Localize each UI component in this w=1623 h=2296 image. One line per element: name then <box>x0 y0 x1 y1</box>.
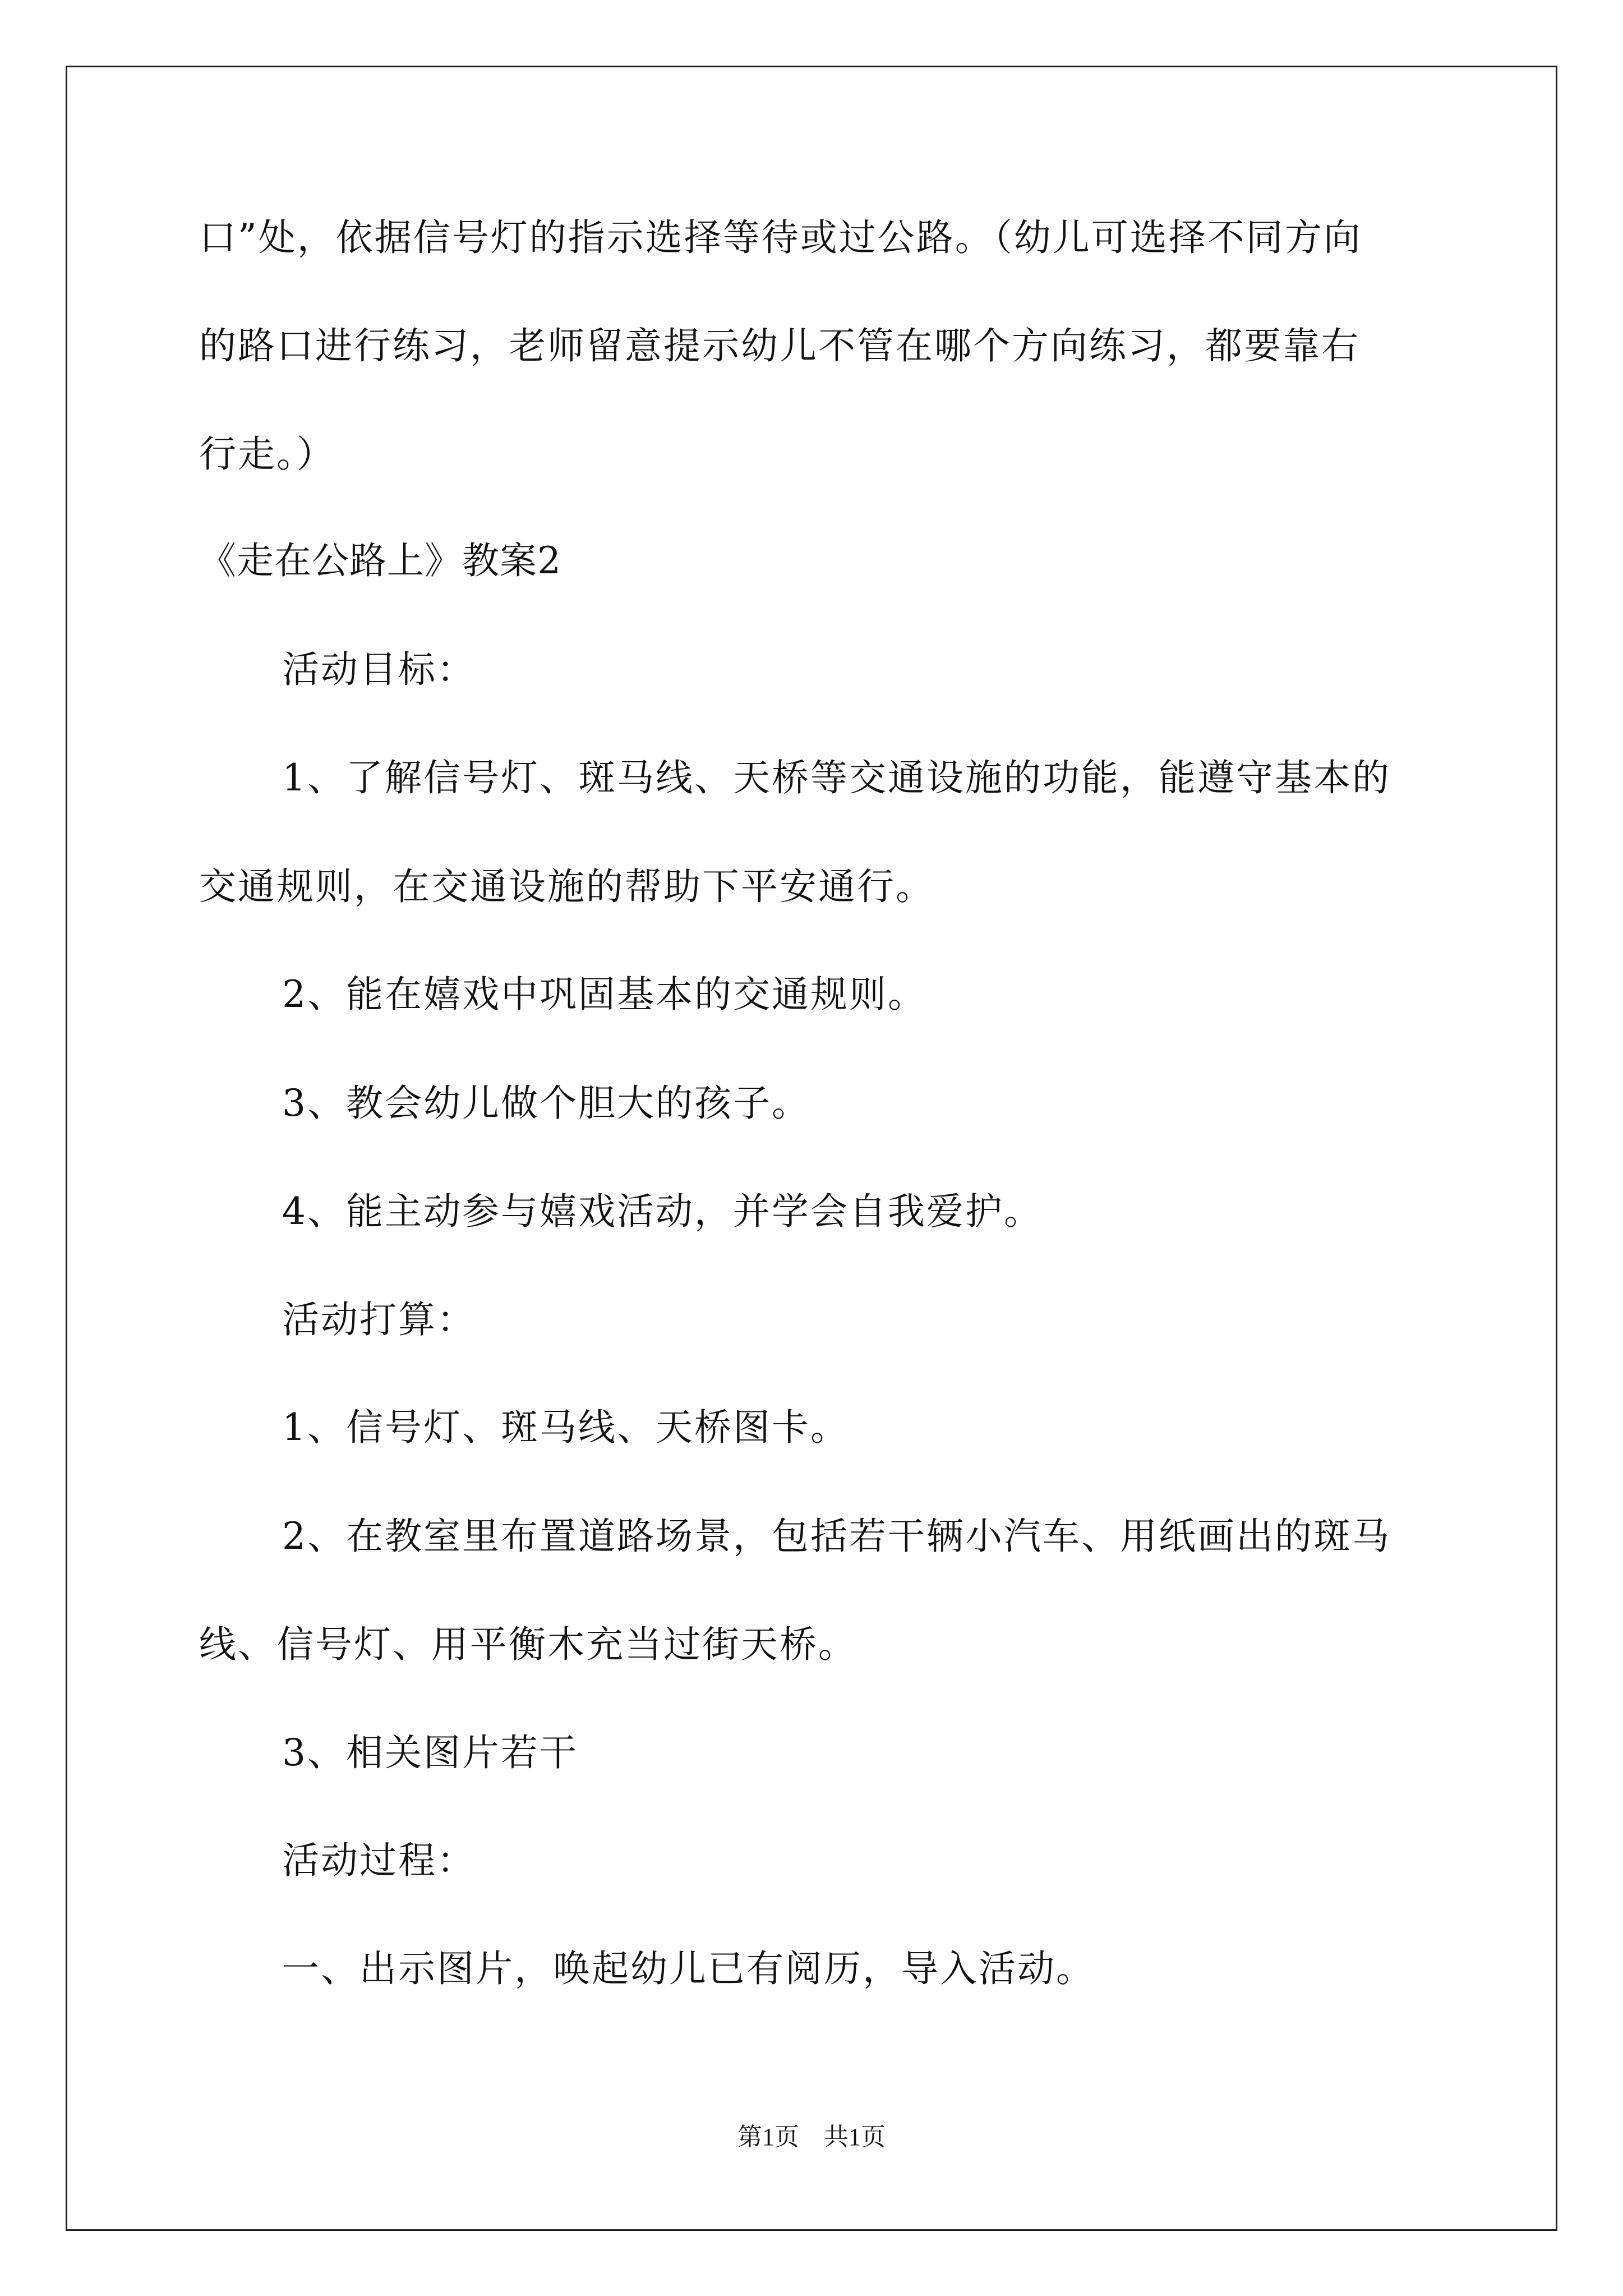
paragraph-line: 口”处，依据信号灯的指示选择等待或过公路。（幼儿可选择不同方向 <box>199 216 1362 259</box>
paragraph-line: 线、信号灯、用平衡木充当过街天桥。 <box>199 1623 857 1666</box>
section-heading: 活动过程： <box>282 1839 476 1882</box>
paragraph-line: 行走。） <box>199 432 335 476</box>
paragraph-line: 3、相关图片若干 <box>282 1731 578 1774</box>
page-footer: 第1页 共1页 <box>737 2123 886 2151</box>
paragraph-line: 的路口进行练习，老师留意提示幼儿不管在哪个方向练习，都要靠右 <box>199 324 1360 367</box>
paragraph-line: 1、了解信号灯、斑马线、天桥等交通设施的功能，能遵守基本的 <box>282 756 1391 799</box>
section-heading: 活动打算： <box>282 1298 476 1341</box>
page-border <box>66 66 1557 2231</box>
section-title: 《走在公路上》教案2 <box>199 539 561 582</box>
paragraph-line: 3、教会幼儿做个胆大的孩子。 <box>282 1082 810 1125</box>
paragraph-line: 一、出示图片，唤起幼儿已有阅历，导入活动。 <box>282 1947 1095 1990</box>
paragraph-line: 1、信号灯、斑马线、天桥图卡。 <box>282 1406 849 1449</box>
section-heading: 活动目标： <box>282 648 476 691</box>
paragraph-line: 交通规则，在交通设施的帮助下平安通行。 <box>199 865 934 908</box>
paragraph-line: 4、能主动参与嬉戏活动，并学会自我爱护。 <box>282 1190 1043 1233</box>
paragraph-line: 2、能在嬉戏中巩固基本的交通规则。 <box>282 973 926 1016</box>
paragraph-line: 2、在教室里布置道路场景，包括若干辆小汽车、用纸画出的斑马 <box>282 1515 1391 1558</box>
